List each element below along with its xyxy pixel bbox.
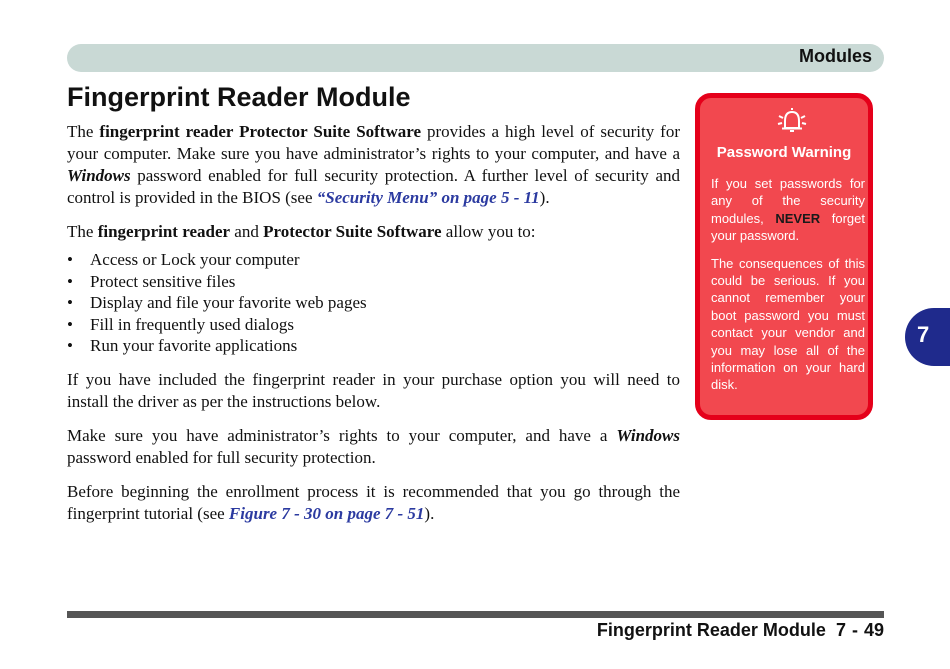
bullet: •: [67, 271, 73, 291]
footer-separator: -: [851, 620, 858, 640]
warning-emphasis: NEVER: [775, 210, 821, 226]
text-run: allow you to:: [441, 222, 536, 241]
bullet: •: [67, 314, 73, 334]
text-run: ).: [539, 188, 550, 207]
list-item-text: Access or Lock your computer: [90, 250, 300, 269]
text-run: The: [67, 222, 98, 241]
driver-paragraph: If you have included the fingerprint reader in your purchase option you will need to install the driver as per the instructions below.: [67, 369, 680, 411]
features-intro: [67, 221, 680, 243]
list-item-text: Display and file your favorite web pages: [90, 293, 367, 313]
main-content: [67, 121, 680, 537]
feature-list: [67, 249, 680, 357]
password-warning-box: [695, 93, 873, 420]
bullet: •: [67, 336, 73, 356]
text-run: The: [67, 122, 100, 141]
list-item: [67, 249, 680, 271]
list-item-text: Fill in frequently used dialogs: [90, 314, 294, 334]
warning-text: [711, 175, 865, 404]
text-run: provides a high level of security for your computer. Make sure you have administrator’s rights to your computer, and have a: [67, 122, 680, 163]
warning-paragraph: [711, 175, 865, 245]
page-footer: [597, 620, 884, 641]
text-run: Make sure you have administrator’s rights to your computer, and have a: [67, 425, 617, 445]
warning-bell-icon: [775, 107, 809, 133]
footer-chapter: 7: [835, 620, 846, 640]
product-name: fingerprint reader: [97, 222, 231, 241]
text-run: and: [230, 222, 264, 241]
intro-paragraph: [67, 121, 680, 209]
text-run: password enabled for full security protection. A further level of security and control is provided in the BIOS (see: [67, 166, 680, 207]
text-run: forget your password.: [711, 210, 865, 244]
page-title: Fingerprint Reader Module: [67, 82, 411, 112]
list-item: [67, 335, 680, 357]
list-item: [67, 271, 680, 293]
warning-title: Password Warning: [716, 144, 852, 161]
chapter-tab[interactable]: [905, 308, 950, 366]
product-name: Protector Suite Software: [263, 222, 442, 241]
product-name: fingerprint reader Protector Suite Software: [99, 122, 422, 141]
security-menu-link[interactable]: “Security Menu” on page 5 - 11: [316, 188, 540, 207]
bullet: •: [67, 293, 73, 313]
figure-link[interactable]: Figure 7 - 30 on page 7 - 51: [228, 503, 425, 523]
bullet: •: [67, 250, 73, 269]
section-title: Modules: [798, 46, 872, 66]
page-number: 49: [863, 620, 884, 640]
list-item: [67, 292, 680, 314]
text-run: If you set passwords for any of the security modules,: [711, 176, 865, 226]
text-run: ).: [424, 503, 435, 523]
text-run: password enabled for full security protection.: [67, 447, 376, 467]
list-item-text: Protect sensitive files: [90, 271, 236, 291]
windows-term: Windows: [616, 425, 680, 445]
chapter-number: 7: [917, 322, 930, 347]
list-item: [67, 314, 680, 336]
enrollment-paragraph: [67, 481, 680, 525]
header-bar: [67, 44, 884, 72]
footer-rule: [67, 611, 884, 618]
footer-title: Fingerprint Reader Module: [596, 620, 826, 640]
rights-paragraph: [67, 425, 680, 469]
warning-paragraph: The consequences of this could be serious. If you cannot remember your boot password you must contact your vendor and you may lose all of the information on your hard disk.: [711, 255, 865, 393]
text-run: Before beginning the enrollment process it is recommended that you go through the fingerprint tutorial (see: [67, 481, 680, 523]
windows-term: Windows: [67, 166, 131, 185]
list-item-text: Run your favorite applications: [90, 336, 298, 356]
